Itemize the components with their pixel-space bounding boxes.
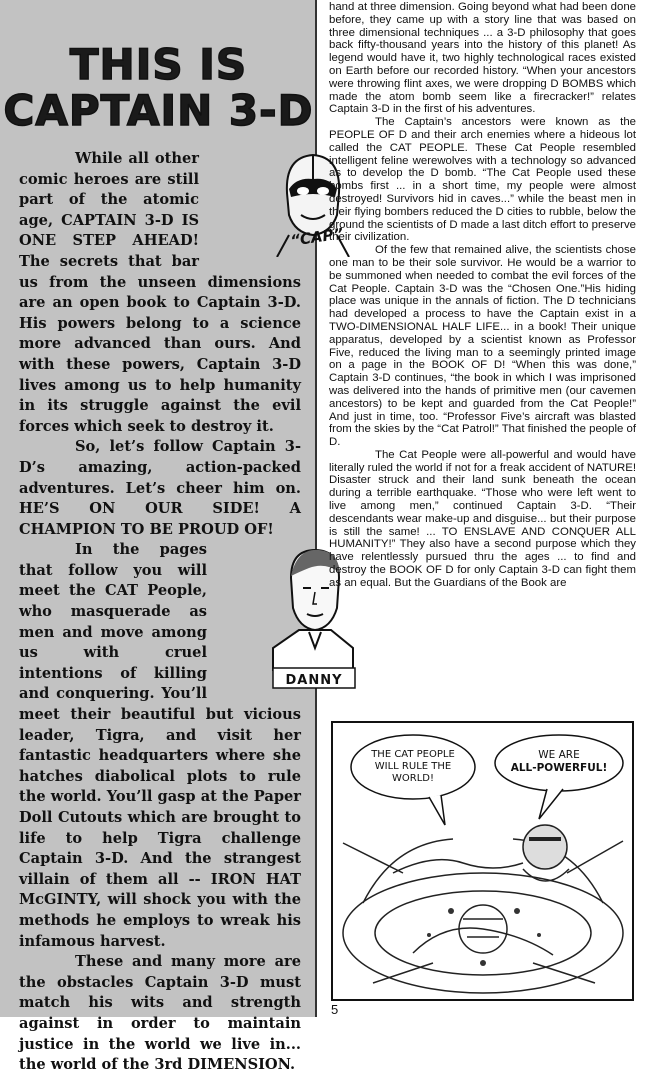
intro-paragraph-1-text: While all other comic heroes are still part of the atomic age, CAPTAIN 3-D IS ONE STEP AHEAD! The secrets that bar us from the unseen dimensions are an open book to Captain 3-D. His powers belong to a science more advanced than ours. And with these powers, Captain 3-D lives among us to help humanity in its struggle against the evil forces which seek to destroy it.: [19, 150, 301, 435]
comic-panel: [331, 721, 634, 1001]
svg-text:DANNY: DANNY: [285, 673, 343, 689]
intro-paragraph-3: [19, 540, 343, 952]
article-paragraph-1: hand at three dimension. Going beyond what had been done before, they came up with a story line that was based on three dimensional techniques ... a 3-D philosophy that goes back fifty-thousand years into the history of this planet! As legend would have it, two highly technological races existed on Earth before our recorded history. “When your ancestors were throwing flint axes, we were dropping D BOMBS which made the atom bomb seem like a firecracker!” relates Captain 3-D in the first of his adventures.: [329, 1, 636, 116]
page-number: 5: [331, 1002, 339, 1017]
intro-paragraph-4: These and many more are the obstacles Captain 3-D must match his wits and strength against in order to maintain justice in the world we live in... the world of the 3rd DIMENSION.: [19, 953, 301, 1074]
intro-paragraph-1: [19, 149, 345, 437]
article-paragraph-4: The Cat People were all-powerful and would have literally ruled the world if not for a freak accident of NATURE! Disaster struck and their land sunk beneath the ocean during a terrible earthquake. “Those who were left went to live among men,” continued Captain 3-D. “Their descendants wear make-up and disguise... but their purpose is still the same! ... TO ENSLAVE AND CONQUER ALL HUMANITY!” They also have a second purpose which they have relentlessly pursued thru the ages ... to find and destroy the BOOK OF D for only Captain 3-D can fight them as an equal. But the Guardians of the Book are: [329, 448, 636, 589]
intro-text: [19, 149, 345, 1076]
speech-balloon-line-1: WE ARE: [538, 749, 580, 761]
intro-paragraph-3-text: In the pages that follow you will meet the CAT People, who masquerade as men and move among us with cruel intentions of killing and conquering. You’ll meet their beautiful but vicious leader, Tigra, and visit her fantastic headquarters where she hatches diabolical plots to rule the world. You’ll gasp at the Paper Doll Cutouts which are brought to life to help Tigra challenge Captain 3-D. And the strangest villain of them all -- IRON HAT McGINTY, will shock you with the methods he employs to wreak his infamous harvest.: [19, 541, 301, 950]
article-body: [329, 1, 636, 590]
danny-portrait: [213, 542, 343, 690]
page-title-line2: CAPTAIN 3-D: [3, 86, 314, 135]
cap-portrait: [205, 149, 345, 257]
article-paragraph-3: Of the few that remained alive, the scientists chose one man to be their sole survivor. He would be a warrior to be summoned when needed to combat the evil forces of the Cat People. Captain 3-D was the “Chosen One.”His hiding place was unique in the annals of fiction. The D technicians had developed a process to have the Captain exist in a TWO-DIMENSIONAL HALF LIFE... in a book! Their unique apparatus, developed by a scientist known as Professor Five, reduced the living man to a seemingly printed image on a page in the BOOK OF D! “When this was done,” Captain 3-D continues, “the book in which I was imprisoned was delivered into the hands of primitive men (our cavemen ancestors) to be kept and guarded from the Cat People!” And just in time, too. “Professor Five’s aircraft was blasted from the skies by the “Cat Patrol!” That finished the people of D.: [329, 244, 636, 449]
article-paragraph-2: The Captain’s ancestors were known as the PEOPLE OF D and their arch enemies where a hideous lot called the CAT PEOPLE. These Cat People resembled intelligent feline werewolves with a technology so advanced as to develop the D bomb. “The Cat People used these bombs first ... in a short time, my people were almost destroyed! Survivors hid in caves...” while the beast men in their flying bombers reduced the D cities to rubble, below the ground the scientists of D made a last ditch effort to preserve their civilization.: [329, 116, 636, 244]
intro-paragraph-2: So, let’s follow Captain 3-D’s amazing, action-packed adventures. Let’s cheer him on. HE’S ON OUR SIDE! A CHAMPION TO BE PROUD OF!: [19, 438, 301, 538]
speech-balloon-line-2: ALL-POWERFUL!: [510, 762, 608, 774]
page-title-line1: THIS IS: [69, 40, 248, 89]
svg-text:“CAP”: “CAP”: [289, 224, 345, 250]
speech-balloon-all-powerful: [499, 749, 619, 775]
speech-balloon-cat-people: THE CAT PEOPLE WILL RULE THE WORLD!: [371, 749, 455, 784]
